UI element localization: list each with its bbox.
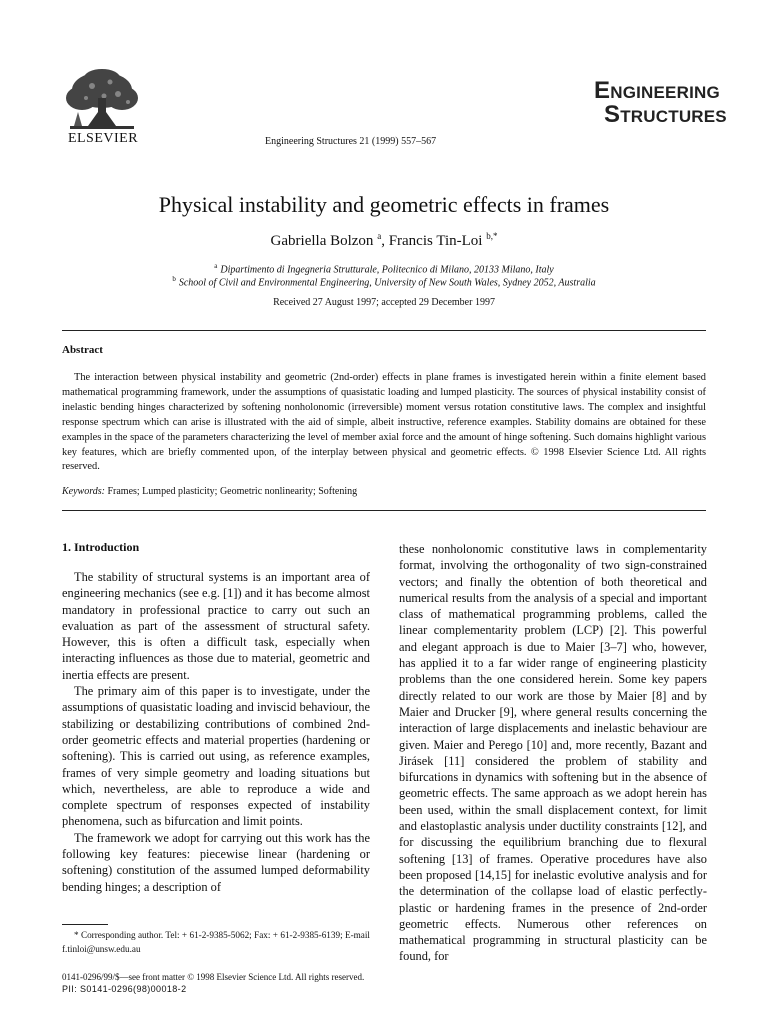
journal-title-line-2: STRUCTURES [604, 101, 727, 128]
right-column [399, 541, 707, 965]
paper-title: Physical instability and geometric effects in frames [158, 192, 610, 217]
footnote-rule [62, 924, 108, 925]
author-2: Francis Tin-Loi [388, 233, 483, 249]
publisher-name: ELSEVIER [67, 131, 139, 146]
affiliation-b: $^b$ School of Civil and Environmental Engineering, University of New South Wales, Sydney 2052, Australia [172, 275, 596, 289]
author-1-affiliation-mark: a [377, 231, 382, 241]
keywords-list: Frames; Lumped plasticity; Geometric nonlinearity; Softening [104, 486, 358, 497]
received-dates: Received 27 August 1997; accepted 29 December 1997 [273, 297, 495, 308]
paragraph: The framework we adopt for carrying out this work has the following key features: piecewise linear (hardening or softening) constitution of the assumed lumped deformability bending hinges; a description of [62, 830, 370, 894]
paragraph: The stability of structural systems is an important area of engineering mechanics (see e.g. [1]) and it has become almost mandatory in professional practice to carry out such an evaluation as part of the assessment of structural safety. However, this is often a difficult task, especially when interacting influences as those due to material, geometric and inertia effects are present. [62, 570, 370, 682]
journal-title [594, 77, 727, 128]
author-2-affiliation-mark: b,* [486, 231, 498, 241]
abstract-text: The interaction between physical instability and geometric (2nd-order) effects in plane frames is investigated herein within a finite element based mathematical programming framework, under the assumptions of quasistatic loading and lumped plasticity. The sources of physical instability consist of inelastic bending hinges characterized by softening nonholonomic (irreversible) moment versus rotation constitutive laws. The complex and insightful response spectrum which can arise is illustrated with the aid of simple, albeit instructive, reference examples. Stability domains are obtained for these examples in the space of the parameters characterizing the level of member axial force and the amount of hinge softening. Such domains highlight various key features, which are briefly commented upon, of the interplay between physical and geometric effects. © 1998 Elsevier Science Ltd. All rights reserved. [62, 372, 706, 473]
pii-line: PII: S0141-0296(98)00018-2 [62, 984, 187, 994]
abstract-heading: Abstract [62, 344, 103, 356]
paragraph: these nonholonomic constitutive laws in complementarity format, involving the orthogonality of two sign-constrained vectors; and finally the obtention of both theoretical and numerical results from the analysis of a special and important class of mathematical programming problems, called the linear complementarity problem (LCP) [2]. This powerful and elegant approach is due to Maier [3–7] who, however, has applied it to a far wider range of engineering plasticity problems than the one considered herein. Some key papers directly related to our work are those by Maier [8] and by Maier and Drucker [9], where general results concerning the interaction of large displacements and inelastic behaviour are given. Maier and Perego [10] and, more recently, Bazant and Jirásek [11] considered the problem of stability and bifurcations in dynamics with softening but in the absence of geometric effects. The same approach as we adopt herein has been used, within the small displacement context, for limit and elastoplastic analysis under ductility constraints [12], and for discussing the equilibrium branching due to flexural softening [13] of frames. Operative procedures have also been proposed [14,15] for inelastic evolutive analysis and for the determination of the collapse load of elastic perfectly-plastic or hardening frames in the presence of 2nd-order geometric effects. Numerous other references on mathematical programming in structural plasticity can be found, for [399, 542, 707, 964]
affiliation-a: $^a$ Dipartimento di Ingegneria Strutturale, Politecnico di Milano, 20133 Milano, Italy [214, 262, 554, 276]
author-1: Gabriella Bolzon [270, 233, 374, 249]
paragraph: The primary aim of this paper is to investigate, under the assumptions of quasistatic loading and inviscid behaviour, the stabilizing or destabilizing contributions of combined 2nd-order geometric effects and material properties (hardening or softening). This is carried out using, as reference examples, frames of very simple geometry and loading situations but which, nevertheless, are able to reproduce a wide and complete spectrum of responses expected of instability phenomena, such as bifurcation and limit points. [62, 684, 370, 829]
footnote: * Corresponding author. Tel: + 61-2-9385-5062; Fax: + 61-2-9385-6139; E-mail f.tinloi@unsw.edu.au [62, 930, 370, 954]
journal-reference: Engineering Structures 21 (1999) 557–567 [265, 136, 437, 147]
left-column [62, 569, 370, 895]
divider-top [62, 330, 706, 331]
keywords [62, 486, 357, 497]
journal-title-line-1: ENGINEERING [594, 77, 720, 104]
keywords-label: Keywords: [62, 486, 105, 497]
section-heading: 1. Introduction [62, 540, 140, 554]
divider-bottom [62, 510, 706, 511]
authors: Gabriella Bolzon $^a$, Francis Tin-Loi $^{b,*}$ [270, 231, 498, 249]
copyright-line: 0141-0296/99/$—see front matter © 1998 Elsevier Science Ltd. All rights reserved. [62, 972, 365, 982]
